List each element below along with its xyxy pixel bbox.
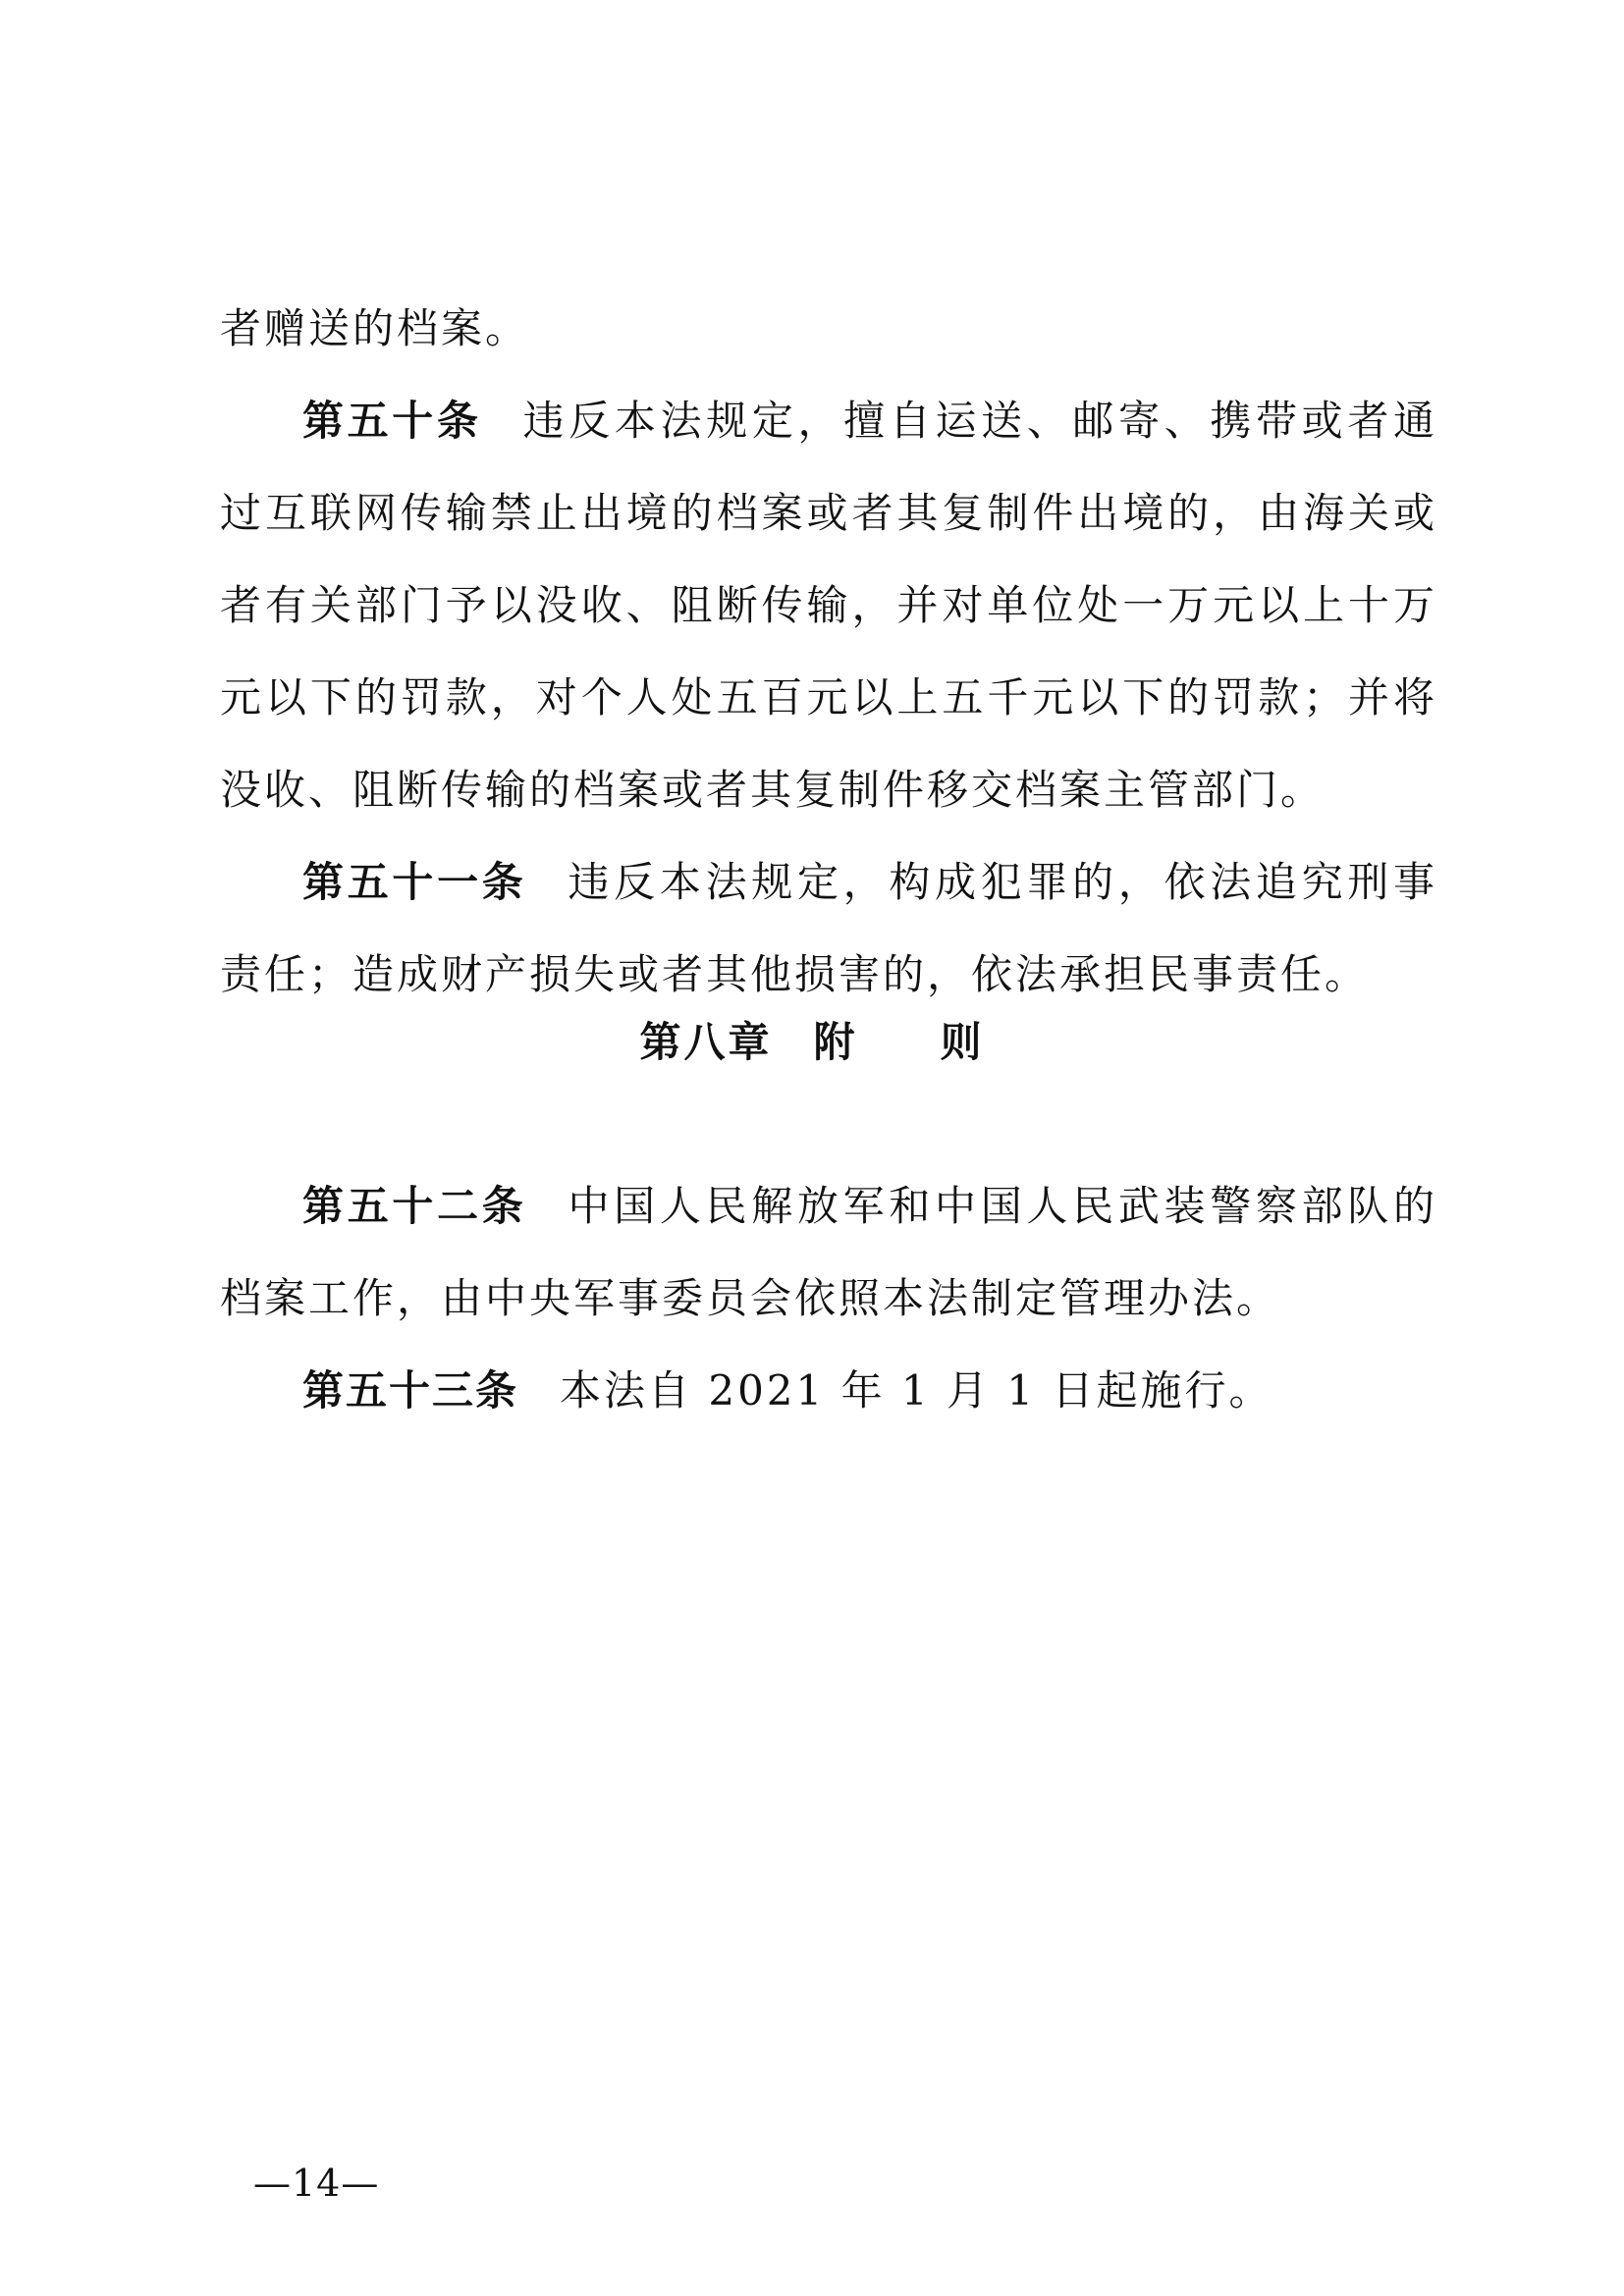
article-text: 中国人民解放军和中国人民武装警察部队的档案工作，由中央军事委员会依照本法制定管理办法。 xyxy=(220,1182,1437,1322)
article-text: 本法自 2021 年 1 月 1 日起施行。 xyxy=(560,1366,1273,1415)
article-number: 第五十条 xyxy=(302,397,482,445)
article-53 xyxy=(220,1345,1437,1437)
article-text: 违反本法规定，擅自运送、邮寄、携带或者通过互联网传输禁止出境的档案或者其复制件出境的，由海关或者有关部门予以没收、阻断传输，并对单位处一万元以上十万元以下的罚款，对个人处五百元以上五千元以下的罚款；并将没收、阻断传输的档案或者其复制件移交档案主管部门。 xyxy=(220,397,1437,814)
article-52 xyxy=(220,1160,1437,1345)
chapter-heading xyxy=(0,996,1624,1089)
page-number: —14— xyxy=(253,2162,380,2205)
chapter-title-part2: 则 xyxy=(940,1018,985,1066)
article-51 xyxy=(220,836,1437,1021)
chapter-label: 第八章 xyxy=(639,1018,773,1066)
article-number: 第五十一条 xyxy=(302,858,527,906)
article-text: 违反本法规定，构成犯罪的，依法追究刑事责任；造成财产损失或者其他损害的，依法承担民事责任。 xyxy=(220,858,1437,998)
article-number: 第五十二条 xyxy=(302,1182,527,1230)
article-number: 第五十三条 xyxy=(302,1366,519,1415)
article-50 xyxy=(220,375,1437,836)
continuation-paragraph: 者赠送的档案。 xyxy=(220,304,530,352)
chapter-title-part1: 附 xyxy=(813,1018,858,1066)
body-text-upper xyxy=(220,283,1437,1021)
body-text-lower xyxy=(220,1160,1437,1437)
